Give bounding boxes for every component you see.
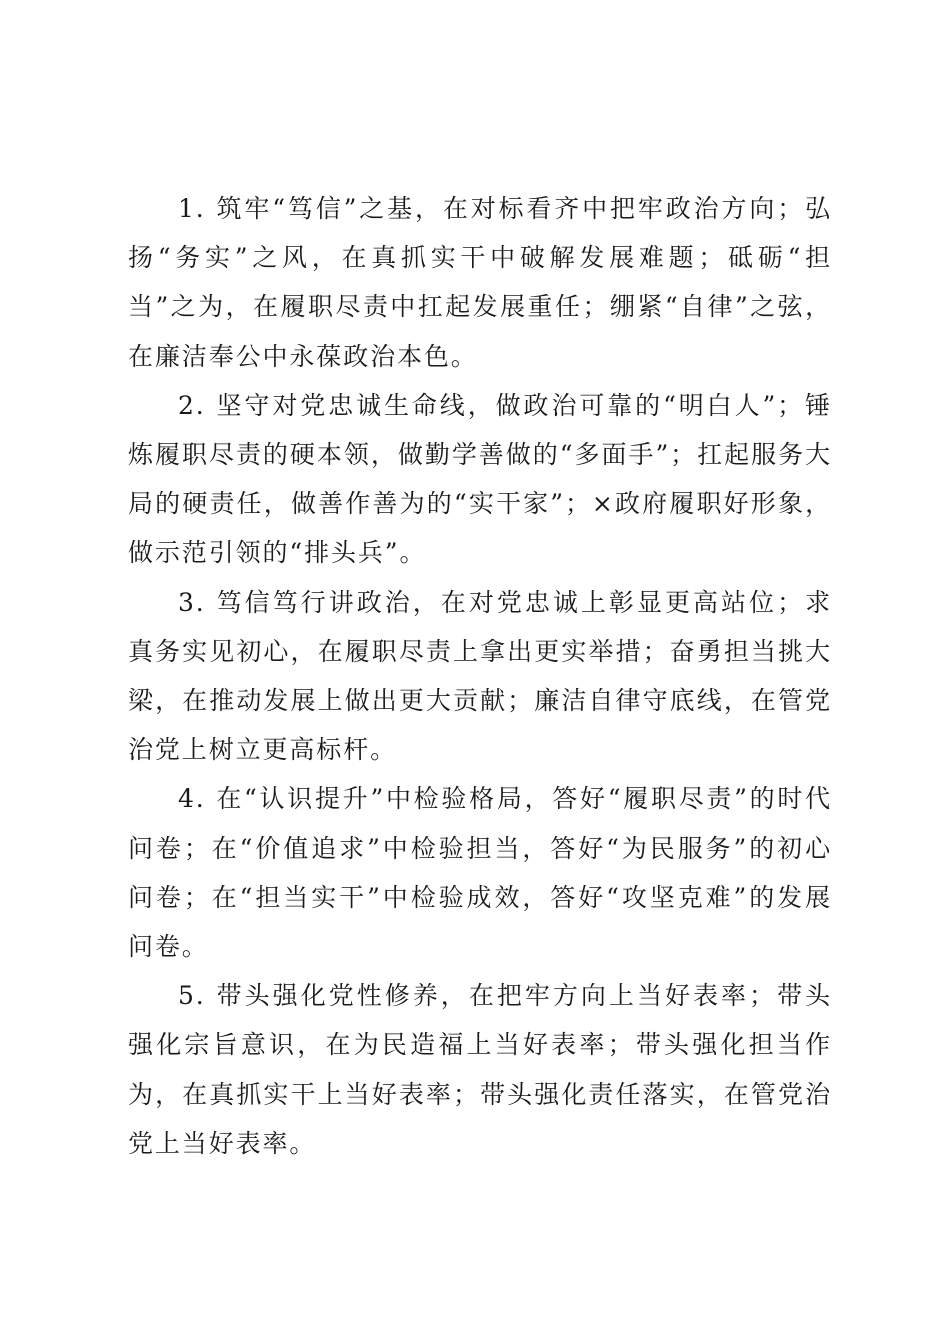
paragraph-4: 4. 在“认识提升”中检验格局，答好“履职尽责”的时代问卷；在“价值追求”中检验担当，答好“为民服务”的初心问卷；在“担当实干”中检验成效，答好“攻坚克难”的发展问卷。 — [128, 784, 832, 962]
paragraph-1: 1. 筑牢“笃信”之基，在对标看齐中把牢政治方向；弘扬“务实”之风，在真抓实干中破解发展难题；砥砺“担当”之为，在履职尽责中扛起发展重任；绷紧“自律”之弦，在廉洁奉公中永葆政治本色。 — [128, 194, 832, 371]
paragraph-5: 5. 带头强化党性修养，在把牢方向上当好表率；带头强化宗旨意识，在为民造福上当好表率；带头强化担当作为，在真抓实干上当好表率；带头强化责任落实，在管党治党上当好表率。 — [128, 981, 832, 1158]
document-body — [128, 184, 832, 1168]
paragraph-2: 2. 坚守对党忠诚生命线，做政治可靠的“明白人”；锤炼履职尽责的硬本领，做勤学善做的“多面手”；扛起服务大局的硬责任，做善作善为的“实干家”；×政府履职好形象，做示范引领的“排头兵”。 — [128, 390, 832, 568]
paragraph-3: 3. 笃信笃行讲政治，在对党忠诚上彰显更高站位；求真务实见初心，在履职尽责上拿出更实举措；奋勇担当挑大梁，在推动发展上做出更大贡献；廉洁自律守底线，在管党治党上树立更高标杆。 — [128, 587, 832, 765]
